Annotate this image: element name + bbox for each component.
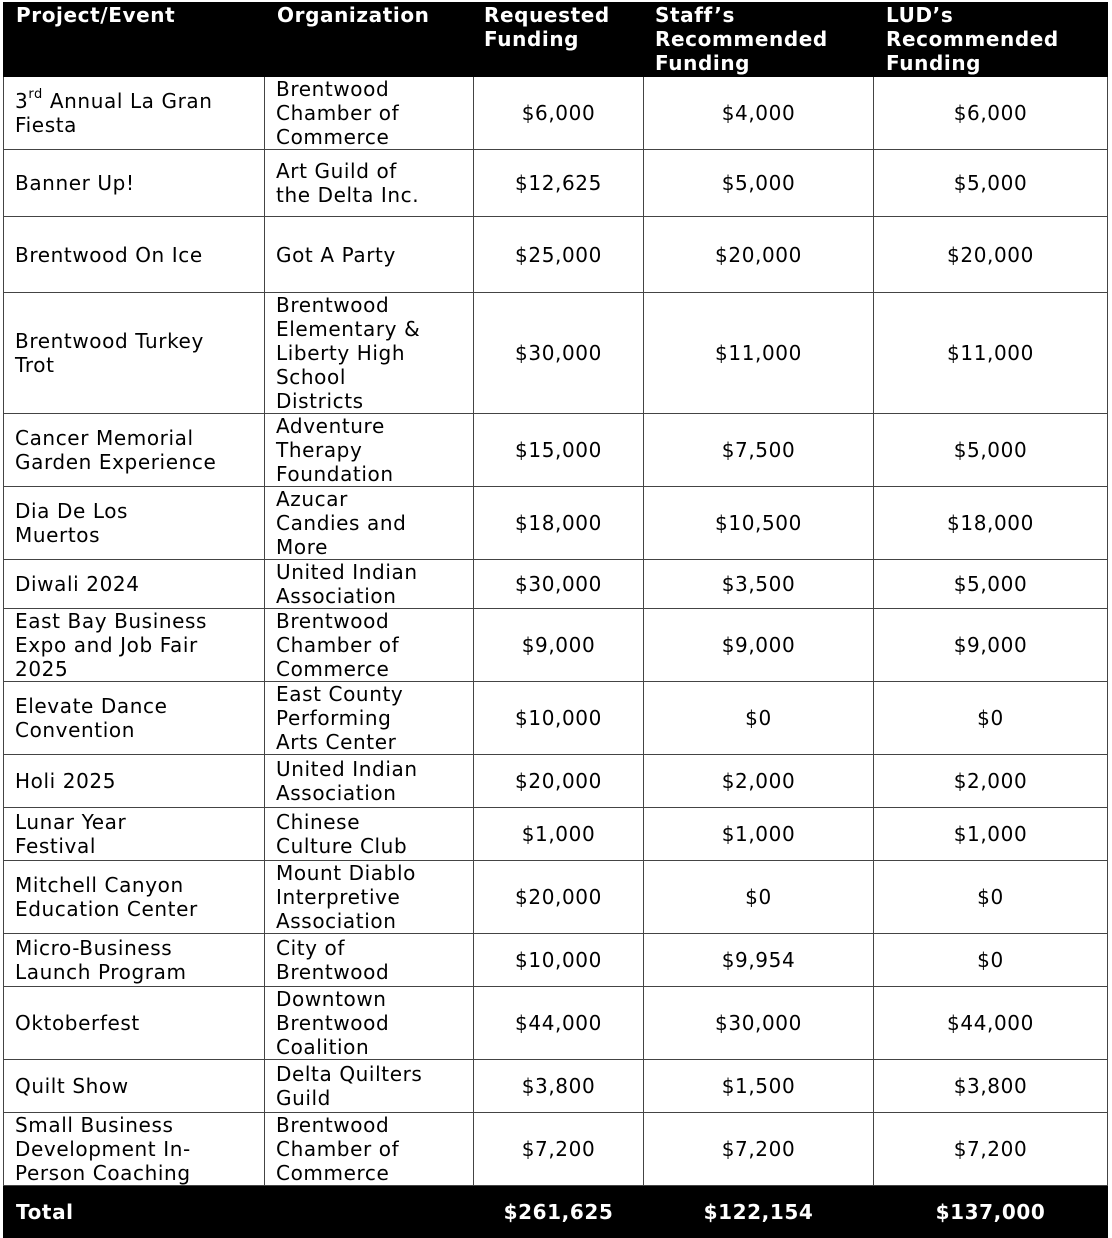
header-requested: [474, 3, 644, 77]
table-row: [4, 77, 1108, 150]
table-row: [4, 987, 1108, 1060]
staff-recommended-cell: $0: [644, 682, 874, 755]
organization-line: Azucar: [276, 487, 348, 511]
organization-line: East County: [276, 682, 404, 706]
header-lud-line: LUD’s: [886, 3, 954, 27]
table-row: [4, 1060, 1108, 1113]
lud-recommended-cell: $3,800: [874, 1060, 1108, 1113]
organization-line: Commerce: [276, 657, 390, 681]
project-line: Expo and Job Fair: [15, 633, 198, 657]
organization-cell: [265, 682, 474, 755]
project-line: Trot: [15, 353, 55, 377]
header-staff-line: Recommended: [655, 27, 828, 51]
organization-line: City of: [276, 936, 346, 960]
table-row: [4, 861, 1108, 934]
project-cell: [4, 861, 265, 934]
organization-line: Association: [276, 909, 397, 933]
lud-recommended-cell: $9,000: [874, 609, 1108, 682]
project-line: Quilt Show: [15, 1074, 129, 1098]
table-row: [4, 609, 1108, 682]
organization-cell: [265, 609, 474, 682]
staff-recommended-cell: $2,000: [644, 755, 874, 808]
project-cell: [4, 217, 265, 293]
staff-recommended-cell: $5,000: [644, 150, 874, 217]
table-row: [4, 934, 1108, 987]
organization-line: Brentwood: [276, 1011, 390, 1035]
funding-table-container: [3, 2, 1107, 1238]
project-line: Holi 2025: [15, 769, 117, 793]
ordinal-suffix: rd: [28, 87, 43, 103]
requested-funding-cell: $12,625: [474, 150, 644, 217]
project-line: Launch Program: [15, 960, 187, 984]
organization-line: Commerce: [276, 125, 390, 149]
lud-recommended-cell: $5,000: [874, 414, 1108, 487]
lud-recommended-cell: $1,000: [874, 808, 1108, 861]
organization-line: Coalition: [276, 1035, 370, 1059]
organization-cell: [265, 934, 474, 987]
staff-recommended-cell: $0: [644, 861, 874, 934]
organization-line: Adventure: [276, 414, 385, 438]
project-cell: [4, 1113, 265, 1186]
project-cell: [4, 414, 265, 487]
organization-line: Brentwood: [276, 1113, 390, 1137]
project-cell: [4, 1060, 265, 1113]
project-line: Person Coaching: [15, 1161, 191, 1185]
lud-recommended-cell: $44,000: [874, 987, 1108, 1060]
table-row: [4, 150, 1108, 217]
total-row: [4, 1186, 1108, 1238]
header-organization: Organization: [265, 3, 474, 77]
requested-funding-cell: $3,800: [474, 1060, 644, 1113]
requested-funding-cell: $15,000: [474, 414, 644, 487]
project-cell: [4, 682, 265, 755]
project-line: Fiesta: [15, 113, 78, 137]
project-line: Lunar Year: [15, 810, 127, 834]
organization-line: Candies and: [276, 511, 407, 535]
project-cell: [4, 987, 265, 1060]
total-label: Total: [4, 1186, 265, 1238]
lud-recommended-cell: $7,200: [874, 1113, 1108, 1186]
organization-line: More: [276, 535, 328, 559]
table-row: [4, 487, 1108, 560]
organization-cell: [265, 293, 474, 414]
project-cell: [4, 934, 265, 987]
table-row: [4, 293, 1108, 414]
organization-line: Downtown: [276, 987, 387, 1011]
project-line: Development In-: [15, 1137, 191, 1161]
requested-funding-cell: $44,000: [474, 987, 644, 1060]
staff-recommended-cell: $20,000: [644, 217, 874, 293]
header-staff-line: Funding: [655, 51, 751, 75]
organization-cell: [265, 414, 474, 487]
organization-line: Chinese: [276, 810, 361, 834]
staff-recommended-cell: $1,000: [644, 808, 874, 861]
organization-line: the Delta Inc.: [276, 183, 420, 207]
total-requested: $261,625: [474, 1186, 644, 1238]
organization-line: Elementary &: [276, 317, 421, 341]
lud-recommended-cell: $5,000: [874, 560, 1108, 609]
organization-line: Brentwood: [276, 609, 390, 633]
organization-line: Foundation: [276, 462, 394, 486]
organization-line: Got A Party: [276, 242, 396, 267]
organization-line: Districts: [276, 389, 364, 413]
lud-recommended-cell: $0: [874, 682, 1108, 755]
header-lud-line: Funding: [886, 51, 982, 75]
organization-line: Culture Club: [276, 834, 408, 858]
table-row: [4, 808, 1108, 861]
lud-recommended-cell: $11,000: [874, 293, 1108, 414]
project-line: 3rd Annual La Gran: [15, 87, 213, 113]
project-line: Brentwood On Ice: [15, 242, 203, 267]
organization-cell: [265, 1060, 474, 1113]
funding-table: [3, 2, 1108, 1238]
project-cell: [4, 77, 265, 150]
lud-recommended-cell: $6,000: [874, 77, 1108, 150]
requested-funding-cell: $25,000: [474, 217, 644, 293]
organization-line: Interpretive: [276, 885, 401, 909]
organization-line: Chamber of: [276, 633, 400, 657]
requested-funding-cell: $30,000: [474, 560, 644, 609]
project-cell: [4, 609, 265, 682]
project-line: Diwali 2024: [15, 572, 140, 596]
project-line: 2025: [15, 657, 69, 681]
organization-cell: [265, 1113, 474, 1186]
table-row: [4, 1113, 1108, 1186]
organization-line: Association: [276, 781, 397, 805]
organization-line: Mount Diablo: [276, 861, 416, 885]
table-header: [4, 3, 1108, 77]
table-row: [4, 414, 1108, 487]
table-footer: [4, 1186, 1108, 1238]
requested-funding-cell: $10,000: [474, 682, 644, 755]
project-line: Small Business: [15, 1113, 174, 1137]
organization-line: Delta Quilters: [276, 1062, 423, 1086]
organization-line: Liberty High: [276, 341, 406, 365]
staff-recommended-cell: $11,000: [644, 293, 874, 414]
lud-recommended-cell: $0: [874, 934, 1108, 987]
staff-recommended-cell: $4,000: [644, 77, 874, 150]
requested-funding-cell: $30,000: [474, 293, 644, 414]
organization-line: Commerce: [276, 1161, 390, 1185]
staff-recommended-cell: $7,200: [644, 1113, 874, 1186]
project-line: Micro-Business: [15, 936, 173, 960]
organization-line: Therapy: [276, 438, 363, 462]
requested-funding-cell: $7,200: [474, 1113, 644, 1186]
header-staff-line: Staff’s: [655, 3, 735, 27]
header-requested-line: Requested: [484, 3, 610, 27]
header-requested-line: Funding: [484, 27, 580, 51]
project-cell: [4, 150, 265, 217]
staff-recommended-cell: $3,500: [644, 560, 874, 609]
project-line: East Bay Business: [15, 609, 208, 633]
project-cell: [4, 293, 265, 414]
organization-cell: [265, 861, 474, 934]
organization-cell: [265, 808, 474, 861]
header-lud-line: Recommended: [886, 27, 1059, 51]
table-row: [4, 217, 1108, 293]
requested-funding-cell: $6,000: [474, 77, 644, 150]
total-lud: $137,000: [874, 1186, 1108, 1238]
organization-line: Performing: [276, 706, 392, 730]
organization-cell: [265, 77, 474, 150]
total-staff: $122,154: [644, 1186, 874, 1238]
project-cell: [4, 487, 265, 560]
project-line: Brentwood Turkey: [15, 329, 204, 353]
staff-recommended-cell: $10,500: [644, 487, 874, 560]
project-line: Dia De Los: [15, 499, 129, 523]
organization-line: Arts Center: [276, 730, 397, 754]
organization-line: Chamber of: [276, 1137, 400, 1161]
project-line: Banner Up!: [15, 171, 135, 195]
organization-line: Association: [276, 584, 397, 608]
header-row: [4, 3, 1108, 77]
lud-recommended-cell: $18,000: [874, 487, 1108, 560]
requested-funding-cell: $1,000: [474, 808, 644, 861]
header-project: Project/Event: [4, 3, 265, 77]
organization-cell: [265, 150, 474, 217]
organization-line: United Indian: [276, 757, 418, 781]
header-staff-recommended: [644, 3, 874, 77]
table-row: [4, 755, 1108, 808]
lud-recommended-cell: $0: [874, 861, 1108, 934]
project-line: Oktoberfest: [15, 1011, 140, 1035]
organization-cell: [265, 560, 474, 609]
table-row: [4, 682, 1108, 755]
requested-funding-cell: $20,000: [474, 755, 644, 808]
organization-line: Brentwood: [276, 77, 390, 101]
lud-recommended-cell: $5,000: [874, 150, 1108, 217]
project-cell: [4, 755, 265, 808]
project-line: Muertos: [15, 523, 101, 547]
lud-recommended-cell: $20,000: [874, 217, 1108, 293]
staff-recommended-cell: $9,954: [644, 934, 874, 987]
staff-recommended-cell: $1,500: [644, 1060, 874, 1113]
staff-recommended-cell: $30,000: [644, 987, 874, 1060]
project-line: Education Center: [15, 897, 198, 921]
project-line: Convention: [15, 718, 136, 742]
requested-funding-cell: $9,000: [474, 609, 644, 682]
staff-recommended-cell: $9,000: [644, 609, 874, 682]
table-body: [4, 77, 1108, 1186]
project-line: Garden Experience: [15, 450, 217, 474]
organization-line: Brentwood: [276, 293, 390, 317]
organization-line: United Indian: [276, 560, 418, 584]
project-line: Cancer Memorial: [15, 426, 194, 450]
staff-recommended-cell: $7,500: [644, 414, 874, 487]
total-organization-cell: [265, 1186, 474, 1238]
organization-line: Guild: [276, 1086, 331, 1110]
requested-funding-cell: $18,000: [474, 487, 644, 560]
project-cell: [4, 808, 265, 861]
organization-line: School: [276, 365, 346, 389]
organization-cell: [265, 755, 474, 808]
table-row: [4, 560, 1108, 609]
project-line: Mitchell Canyon: [15, 873, 184, 897]
requested-funding-cell: $20,000: [474, 861, 644, 934]
organization-cell: [265, 217, 474, 293]
organization-line: Chamber of: [276, 101, 400, 125]
organization-cell: [265, 987, 474, 1060]
organization-cell: [265, 487, 474, 560]
lud-recommended-cell: $2,000: [874, 755, 1108, 808]
project-line: Elevate Dance: [15, 694, 168, 718]
header-lud-recommended: [874, 3, 1108, 77]
organization-line: Brentwood: [276, 960, 390, 984]
project-cell: [4, 560, 265, 609]
organization-line: Art Guild of: [276, 159, 397, 183]
project-line: Festival: [15, 834, 96, 858]
requested-funding-cell: $10,000: [474, 934, 644, 987]
